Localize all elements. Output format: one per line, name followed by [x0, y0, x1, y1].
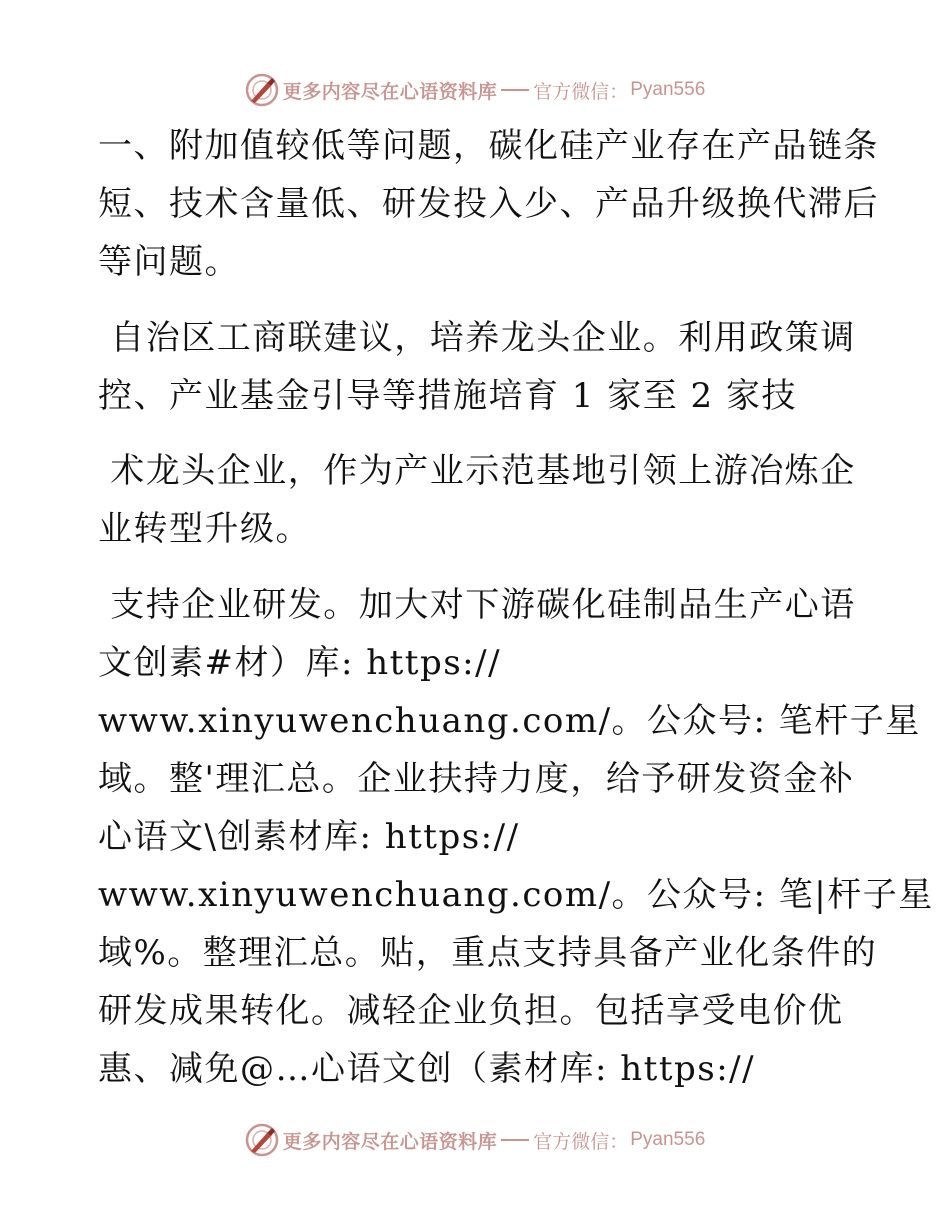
text-line: 文创素#材）库: https://: [98, 643, 502, 683]
banner-official-label: 官方微信：: [533, 80, 629, 103]
banner-text: 更多内容尽在心语资料库: [282, 1130, 498, 1153]
text-line: www.xinyuwenchuang.com/。公众号: 笔|杆子星: [98, 875, 934, 915]
text-line: 控、产业基金引导等措施培育 1 家至 2 家技: [98, 376, 797, 416]
banner-dash: [501, 89, 529, 91]
pen-logo-icon: [245, 73, 279, 107]
text-line: 一、附加值较低等问题，碳化硅产业存在产品链条: [98, 126, 879, 166]
text-line: www.xinyuwenchuang.com/。公众号: 笔杆子星: [98, 701, 921, 741]
banner-text: 更多内容尽在心语资料库: [282, 80, 498, 103]
header-banner: [0, 70, 950, 110]
banner-dash: [501, 1139, 529, 1141]
text-line: 心语文\创素材库: https://: [98, 817, 520, 857]
pen-logo-icon: [245, 1123, 279, 1157]
text-line: 域%。整理汇总。贴，重点支持具备产业化条件的: [98, 933, 878, 973]
banner-wechat-id: Pyan556: [630, 1129, 706, 1150]
text-line: 术龙头企业，作为产业示范基地引领上游冶炼企: [98, 451, 856, 491]
footer-banner: [0, 1120, 950, 1160]
text-line: 支持企业研发。加大对下游碳化硅制品生产心语: [98, 585, 856, 625]
text-line: 域。整'理汇总。企业扶持力度，给予研发资金补: [98, 759, 855, 799]
text-line: 等问题。: [98, 242, 240, 282]
text-line: 业转型升级。: [98, 509, 311, 549]
text-line: 自治区工商联建议，培养龙头企业。利用政策调: [98, 318, 856, 358]
banner-wechat-id: Pyan556: [630, 79, 706, 100]
banner-official-label: 官方微信：: [533, 1130, 629, 1153]
text-line: 研发成果转化。减轻企业负担。包括享受电价优: [98, 991, 844, 1031]
text-line: 短、技术含量低、研发投入少、产品升级换代滞后: [98, 184, 879, 224]
text-line: 惠、减免@…心语文创（素材库: https://: [98, 1049, 756, 1089]
